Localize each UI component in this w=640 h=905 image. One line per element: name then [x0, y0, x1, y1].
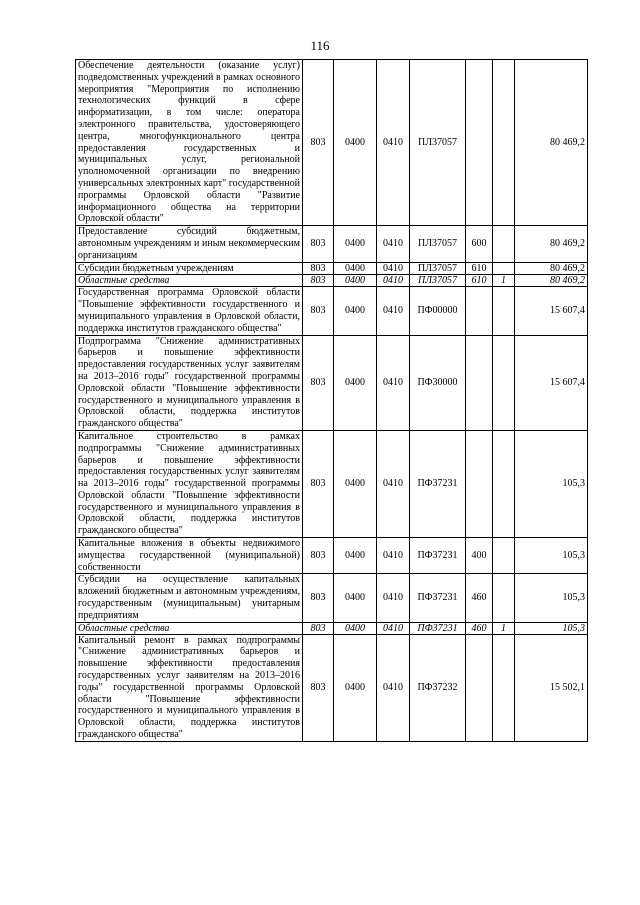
target-article-cell: ПФ37232	[410, 634, 466, 741]
target-article-cell: ПФ30000	[410, 335, 466, 430]
section-code-cell: 0400	[334, 275, 377, 287]
ministry-code-cell: 803	[303, 430, 334, 537]
amount-cell: 15 607,4	[515, 335, 588, 430]
description-cell: Обеспечение деятельности (оказание услуг) подведомственных учреждений в рамках основного мероприятия "Мероприятия по исполнению технологических функций в сфере информатизации, в том числе: оператора электронного правительства, удостоверяющего центра, многофункционального центра предоставления государственных и муниципальных услуг, региональной уполномоченной организации по внедрению универсальных электронных карт" государственной программы Орловской области "Развитие информационного общества на территории Орловской области"	[76, 60, 303, 226]
subsection-code-cell: 0410	[377, 622, 410, 634]
ministry-code-cell: 803	[303, 287, 334, 335]
amount-cell: 105,3	[515, 574, 588, 622]
ministry-code-cell: 803	[303, 275, 334, 287]
amount-cell: 80 469,2	[515, 226, 588, 262]
section-code-cell: 0400	[334, 262, 377, 275]
expense-type-cell: 460	[466, 622, 493, 634]
amount-cell: 105,3	[515, 430, 588, 537]
target-article-cell: ПЛ37057	[410, 226, 466, 262]
target-article-cell: ПФ37231	[410, 622, 466, 634]
ministry-code-cell: 803	[303, 634, 334, 741]
subsection-code-cell: 0410	[377, 335, 410, 430]
section-code-cell: 0400	[334, 622, 377, 634]
table-row	[76, 622, 588, 634]
expense-type-cell: 460	[466, 574, 493, 622]
description-cell: Субсидии бюджетным учреждениям	[76, 262, 303, 275]
subsection-code-cell: 0410	[377, 538, 410, 574]
subsection-code-cell: 0410	[377, 275, 410, 287]
section-code-cell: 0400	[334, 538, 377, 574]
section-code-cell: 0400	[334, 226, 377, 262]
subsection-code-cell: 0410	[377, 60, 410, 226]
target-article-cell: ПФ37231	[410, 538, 466, 574]
subsection-code-cell: 0410	[377, 430, 410, 537]
ministry-code-cell: 803	[303, 538, 334, 574]
subsection-code-cell: 0410	[377, 287, 410, 335]
budget-table	[75, 59, 588, 742]
target-article-cell: ПФ00000	[410, 287, 466, 335]
description-cell: Капитальные вложения в объекты недвижимого имущества государственной (муниципальной) собственности	[76, 538, 303, 574]
table-row	[76, 60, 588, 226]
expense-type-cell	[466, 430, 493, 537]
funding-kind-cell	[493, 574, 515, 622]
expense-type-cell	[466, 335, 493, 430]
section-code-cell: 0400	[334, 60, 377, 226]
ministry-code-cell: 803	[303, 335, 334, 430]
expense-type-cell	[466, 287, 493, 335]
table-body	[76, 60, 588, 742]
section-code-cell: 0400	[334, 287, 377, 335]
expense-type-cell: 610	[466, 262, 493, 275]
section-code-cell: 0400	[334, 634, 377, 741]
funding-kind-cell: 1	[493, 275, 515, 287]
funding-kind-cell	[493, 538, 515, 574]
table-row	[76, 262, 588, 275]
expense-type-cell	[466, 60, 493, 226]
funding-kind-cell	[493, 634, 515, 741]
ministry-code-cell: 803	[303, 60, 334, 226]
table-row	[76, 430, 588, 537]
ministry-code-cell: 803	[303, 226, 334, 262]
funding-kind-cell	[493, 262, 515, 275]
table-row	[76, 275, 588, 287]
table-row	[76, 574, 588, 622]
funding-kind-cell	[493, 287, 515, 335]
target-article-cell: ПЛ37057	[410, 275, 466, 287]
description-cell: Капитальный ремонт в рамках подпрограммы "Снижение административных барьеров и повышение эффективности предоставления государственных услуг заявителям на 2013–2016 годы" государственной программы Орловской области "Повышение эффективности государственного и муниципального управления в Орловской области, поддержка институтов гражданского общества"	[76, 634, 303, 741]
table-row	[76, 538, 588, 574]
funding-kind-cell	[493, 335, 515, 430]
ministry-code-cell: 803	[303, 574, 334, 622]
amount-cell: 15 502,1	[515, 634, 588, 741]
amount-cell: 80 469,2	[515, 262, 588, 275]
target-article-cell: ПЛ37057	[410, 60, 466, 226]
funding-kind-cell	[493, 430, 515, 537]
ministry-code-cell: 803	[303, 622, 334, 634]
expense-type-cell	[466, 634, 493, 741]
amount-cell: 105,3	[515, 622, 588, 634]
description-cell: Областные средства	[76, 275, 303, 287]
table-row	[76, 335, 588, 430]
description-cell: Подпрограмма "Снижение административных барьеров и повышение эффективности предоставления государственных услуг заявителям на 2013–2016 годы" государственной программы Орловской области "Повышение эффективности государственного и муниципального управления в Орловской области, поддержка институтов гражданского общества"	[76, 335, 303, 430]
description-cell: Государственная программа Орловской области "Повышение эффективности государственного и муниципального управления в Орловской области, поддержка институтов гражданского общества"	[76, 287, 303, 335]
target-article-cell: ПФ37231	[410, 574, 466, 622]
ministry-code-cell: 803	[303, 262, 334, 275]
page-number: 116	[310, 38, 330, 53]
description-cell: Субсидии на осуществление капитальных вложений бюджетным и автономным учреждениям, государственным (муниципальным) унитарным предприятиям	[76, 574, 303, 622]
expense-type-cell: 400	[466, 538, 493, 574]
subsection-code-cell: 0410	[377, 226, 410, 262]
amount-cell: 15 607,4	[515, 287, 588, 335]
funding-kind-cell: 1	[493, 622, 515, 634]
expense-type-cell: 600	[466, 226, 493, 262]
target-article-cell: ПФ37231	[410, 430, 466, 537]
amount-cell: 80 469,2	[515, 60, 588, 226]
section-code-cell: 0400	[334, 430, 377, 537]
amount-cell: 105,3	[515, 538, 588, 574]
table-row	[76, 287, 588, 335]
target-article-cell: ПЛ37057	[410, 262, 466, 275]
table-row	[76, 634, 588, 741]
description-cell: Предоставление субсидий бюджетным, автономным учреждениям и иным некоммерческим организациям	[76, 226, 303, 262]
table-row	[76, 226, 588, 262]
subsection-code-cell: 0410	[377, 574, 410, 622]
subsection-code-cell: 0410	[377, 262, 410, 275]
description-cell: Капитальное строительство в рамках подпрограммы "Снижение административных барьеров и повышение эффективности предоставления государственных услуг заявителям на 2013–2016 годы" государственной программы Орловской области "Повышение эффективности государственного и муниципального управления в Орловской области, поддержка институтов гражданского общества"	[76, 430, 303, 537]
subsection-code-cell: 0410	[377, 634, 410, 741]
funding-kind-cell	[493, 226, 515, 262]
expense-type-cell: 610	[466, 275, 493, 287]
description-cell: Областные средства	[76, 622, 303, 634]
section-code-cell: 0400	[334, 335, 377, 430]
section-code-cell: 0400	[334, 574, 377, 622]
funding-kind-cell	[493, 60, 515, 226]
amount-cell: 80 469,2	[515, 275, 588, 287]
